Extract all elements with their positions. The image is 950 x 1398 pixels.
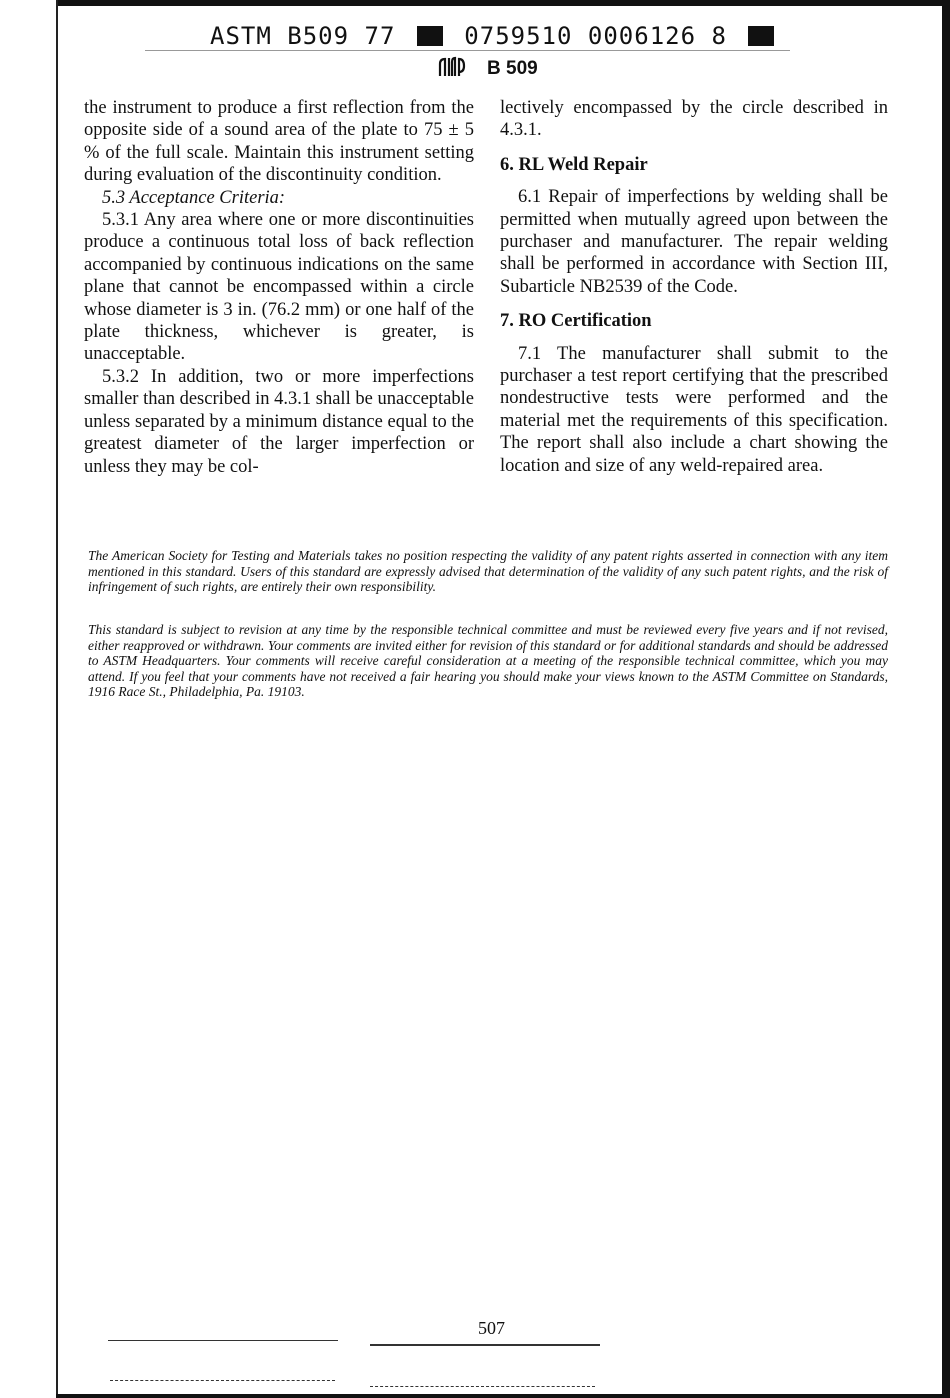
- footer-rule: [110, 1380, 335, 1381]
- astm-logo-icon: [437, 56, 467, 78]
- standard-designation: B 509: [487, 58, 538, 79]
- section-6-heading: 6. RL Weld Repair: [500, 154, 648, 175]
- paragraph-continuation: the instrument to produce a first reflection from the opposite side of a sound area of the plate to 75 ± 5 % of the full scale. Maintain this instrument setting during evaluation of the discontinuity condition.: [84, 98, 474, 186]
- right-column: [500, 97, 888, 477]
- left-column: [84, 97, 474, 478]
- document-code-header: [210, 20, 780, 50]
- scan-border-bottom: [56, 1394, 950, 1398]
- patent-notice: The American Society for Testing and Materials takes no position respecting the validity of any patent rights asserted in connection with any item mentioned in this standard. Users of this standard are expressly advised that determination of the validity of any such patent rights, and the risk of infringement of such rights, are entirely their own responsibility.: [88, 548, 888, 595]
- scan-border-left: [56, 0, 58, 1398]
- code-part-1: ASTM B509 77: [210, 22, 396, 50]
- scan-border-right: [942, 0, 950, 1398]
- footer-rule: [370, 1344, 600, 1346]
- header-rule: [145, 50, 790, 51]
- footer-rule: [108, 1340, 338, 1341]
- black-bar-mark: [417, 26, 443, 46]
- section-5-3-heading: 5.3 Acceptance Criteria:: [102, 187, 286, 208]
- section-7-heading: 7. RO Certification: [500, 311, 652, 332]
- paragraph-6-1: 6.1 Repair of imperfections by welding shall be permitted when mutually agreed upon between the purchaser and manufacturer. The repair welding shall be performed in accordance with Section III, Subarticle NB2539 of the Code.: [500, 187, 888, 297]
- page-number: 507: [478, 1318, 505, 1338]
- code-part-2: 0759510 0006126 8: [464, 22, 727, 50]
- revision-notice: This standard is subject to revision at any time by the responsible technical committee and must be reviewed every five years and if not revised, either reapproved or withdrawn. Your comments are invited either for revision of this standard or for additional standards and should be addressed to ASTM Headquarters. Your comments will receive careful consideration at a meeting of the responsible technical committee, which you may attend. If you feel that your comments have not received a fair hearing you should make your views known to the ASTM Committee on Standards, 1916 Race St., Philadelphia, Pa. 19103.: [88, 622, 888, 700]
- paragraph-7-1: 7.1 The manufacturer shall submit to the purchaser a test report certifying that the prescribed nondestructive tests were performed and the material met the requirements of this specification. The report shall also include a chart showing the location and size of any weld-repaired area.: [500, 343, 888, 476]
- scan-border-top: [56, 0, 950, 6]
- black-bar-mark: [748, 26, 774, 46]
- paragraph-5-3-2: 5.3.2 In addition, two or more imperfections smaller than described in 4.3.1 shall be unacceptable unless separated by a minimum distance equal to the greatest diameter of the larger imperfection or unless they may be col-: [84, 366, 474, 477]
- paragraph-continuation: lectively encompassed by the circle described in 4.3.1.: [500, 98, 888, 141]
- paragraph-5-3-1: 5.3.1 Any area where one or more discontinuities produce a continuous total loss of back reflection accompanied by continuous indications on the same plane that cannot be encompassed within a circle whose diameter is 3 in. (76.2 mm) or one half of the plate thickness, whichever is greater, is unacceptable.: [84, 210, 474, 365]
- footer-rule: [370, 1386, 595, 1387]
